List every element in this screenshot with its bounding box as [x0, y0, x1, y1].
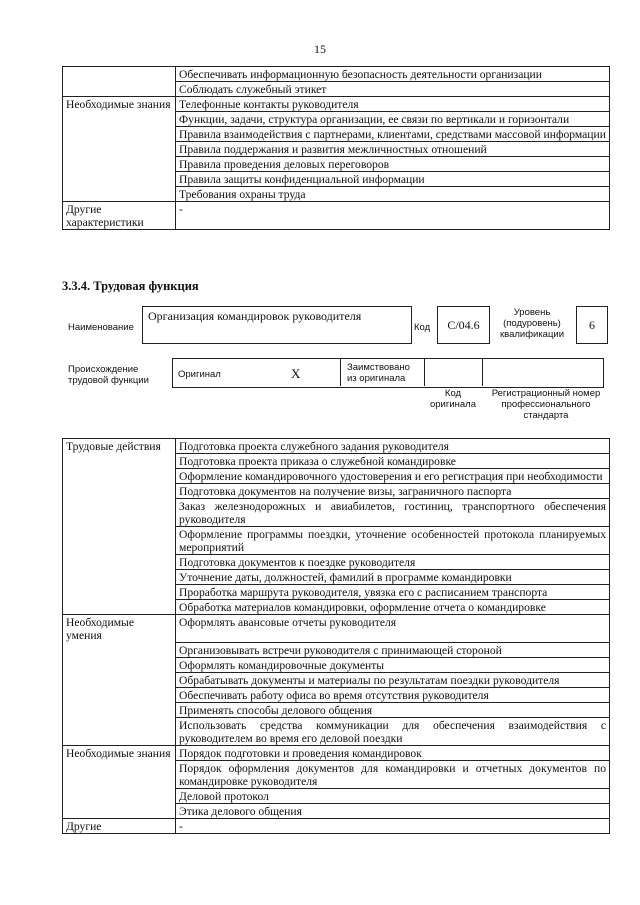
row-label: Необходимые умения	[63, 615, 176, 643]
row-label	[63, 172, 176, 187]
table-row	[63, 615, 610, 643]
row-label	[63, 585, 176, 600]
origin-label: Происхождение трудовой функции	[68, 364, 149, 386]
table-row	[63, 818, 610, 833]
row-item: Правила взаимодействия с партнерами, клиентами, средствами массовой информации	[176, 127, 610, 142]
table-row	[63, 142, 610, 157]
page-number: 15	[314, 42, 326, 56]
row-item: Правила поддержания и развития межличностных отношений	[176, 142, 610, 157]
reg-number-label: Регистрационный номер профессионального стандарта	[491, 388, 601, 421]
table-row	[63, 157, 610, 172]
row-label	[63, 157, 176, 172]
original-mark: X	[291, 366, 301, 381]
table-row	[63, 439, 610, 454]
table-row	[63, 672, 610, 687]
table-row	[63, 803, 610, 818]
row-label	[63, 142, 176, 157]
row-label	[63, 127, 176, 142]
table-row	[63, 642, 610, 657]
section-title: 3.3.4. Трудовая функция	[62, 279, 199, 293]
name-value-box	[142, 306, 412, 344]
row-label	[63, 672, 176, 687]
table-row	[63, 67, 610, 82]
row-item: Оформлять авансовые отчеты руководителя	[176, 615, 610, 643]
table-row	[63, 454, 610, 469]
table-row	[63, 469, 610, 484]
top-requirements-table	[62, 66, 610, 230]
row-label: Другие	[63, 818, 176, 833]
row-item: Соблюдать служебный этикет	[176, 82, 610, 97]
row-item: Правила проведения деловых переговоров	[176, 157, 610, 172]
origin-code-label: Код оригинала	[429, 388, 476, 410]
row-label	[63, 82, 176, 97]
table-row	[63, 570, 610, 585]
code-label: Код	[414, 322, 431, 333]
row-label	[63, 600, 176, 615]
row-item: Проработка маршрута руководителя, увязка его с расписанием транспорта	[176, 585, 610, 600]
row-item: Использовать средства коммуникации для обеспечения взаимодействия с руководителем во время его деловой поездки	[176, 717, 610, 745]
table-row	[63, 657, 610, 672]
table-row	[63, 702, 610, 717]
code-value: C/04.6	[437, 306, 490, 344]
original-label: Оригинал	[178, 369, 221, 380]
row-label: Другие характеристики	[63, 202, 176, 230]
row-item: Порядок подготовки и проведения командировок	[176, 745, 610, 760]
table-row	[63, 687, 610, 702]
row-item: Заказ железнодорожных и авиабилетов, гостиниц, транспортного обеспечения руководителя	[176, 499, 610, 527]
row-label	[63, 454, 176, 469]
table-row	[63, 585, 610, 600]
table-row	[63, 202, 610, 230]
table-row	[63, 127, 610, 142]
row-item: Подготовка проекта служебного задания руководителя	[176, 439, 610, 454]
row-item: Обеспечивать работу офиса во время отсутствия руководителя	[176, 687, 610, 702]
row-label	[63, 760, 176, 788]
name-value: Организация командировок руководителя	[148, 309, 362, 323]
row-label	[63, 788, 176, 803]
row-label	[63, 469, 176, 484]
level-value: 6	[576, 306, 608, 344]
row-item: Правила защиты конфиденциальной информации	[176, 172, 610, 187]
row-label	[63, 717, 176, 745]
row-label	[63, 484, 176, 499]
row-label	[63, 570, 176, 585]
row-label	[63, 67, 176, 82]
row-label: Необходимые знания	[63, 97, 176, 112]
table-row	[63, 527, 610, 555]
row-item: Подготовка документов на получение визы, заграничного паспорта	[176, 484, 610, 499]
table-row	[63, 760, 610, 788]
borrowed-label: Заимствовано из оригинала	[347, 362, 410, 384]
table-row	[63, 187, 610, 202]
row-item: Организовывать встречи руководителя с принимающей стороной	[176, 642, 610, 657]
row-item: Применять способы делового общения	[176, 702, 610, 717]
row-label	[63, 112, 176, 127]
table-row	[63, 484, 610, 499]
table-row	[63, 82, 610, 97]
row-item: -	[176, 202, 610, 230]
row-label	[63, 555, 176, 570]
table-row	[63, 112, 610, 127]
row-label	[63, 527, 176, 555]
table-row	[63, 555, 610, 570]
table-row	[63, 97, 610, 112]
row-item: Телефонные контакты руководителя	[176, 97, 610, 112]
table-row	[63, 745, 610, 760]
row-item: Требования охраны труда	[176, 187, 610, 202]
table-row	[63, 499, 610, 527]
row-item: Подготовка проекта приказа о служебной командировке	[176, 454, 610, 469]
origin-divider-1	[340, 358, 341, 386]
row-label	[63, 702, 176, 717]
row-item: Оформление программы поездки, уточнение особенностей протокола планируемых мероприятий	[176, 527, 610, 555]
row-label	[63, 657, 176, 672]
row-item: Оформление командировочного удостоверения и его регистрация при необходимости	[176, 469, 610, 484]
row-label: Необходимые знания	[63, 745, 176, 760]
row-item: Функции, задачи, структура организации, ее связи по вертикали и горизонтали	[176, 112, 610, 127]
row-item: Деловой протокол	[176, 788, 610, 803]
row-item: Этика делового общения	[176, 803, 610, 818]
row-item: Уточнение даты, должностей, фамилий в программе командировки	[176, 570, 610, 585]
table-row	[63, 600, 610, 615]
row-item: Оформлять командировочные документы	[176, 657, 610, 672]
row-label	[63, 499, 176, 527]
row-label: Трудовые действия	[63, 439, 176, 454]
row-label	[63, 687, 176, 702]
name-label: Наименование	[68, 322, 134, 333]
row-item: Обрабатывать документы и материалы по результатам поездки руководителя	[176, 672, 610, 687]
row-label	[63, 803, 176, 818]
origin-divider-2	[424, 358, 425, 386]
origin-divider-3	[482, 358, 483, 386]
table-row	[63, 717, 610, 745]
table-row	[63, 788, 610, 803]
level-label: Уровень (подуровень) квалификации	[499, 307, 565, 340]
row-item: Порядок оформления документов для командировки и отчетных документов по командировке руководителя	[176, 760, 610, 788]
row-item: Обработка материалов командировки, оформление отчета о командировке	[176, 600, 610, 615]
row-item: -	[176, 818, 610, 833]
row-item: Обеспечивать информационную безопасность деятельности организации	[176, 67, 610, 82]
table-row	[63, 172, 610, 187]
row-label	[63, 187, 176, 202]
bottom-requirements-table	[62, 438, 610, 834]
row-item: Подготовка документов к поездке руководителя	[176, 555, 610, 570]
row-label	[63, 642, 176, 657]
